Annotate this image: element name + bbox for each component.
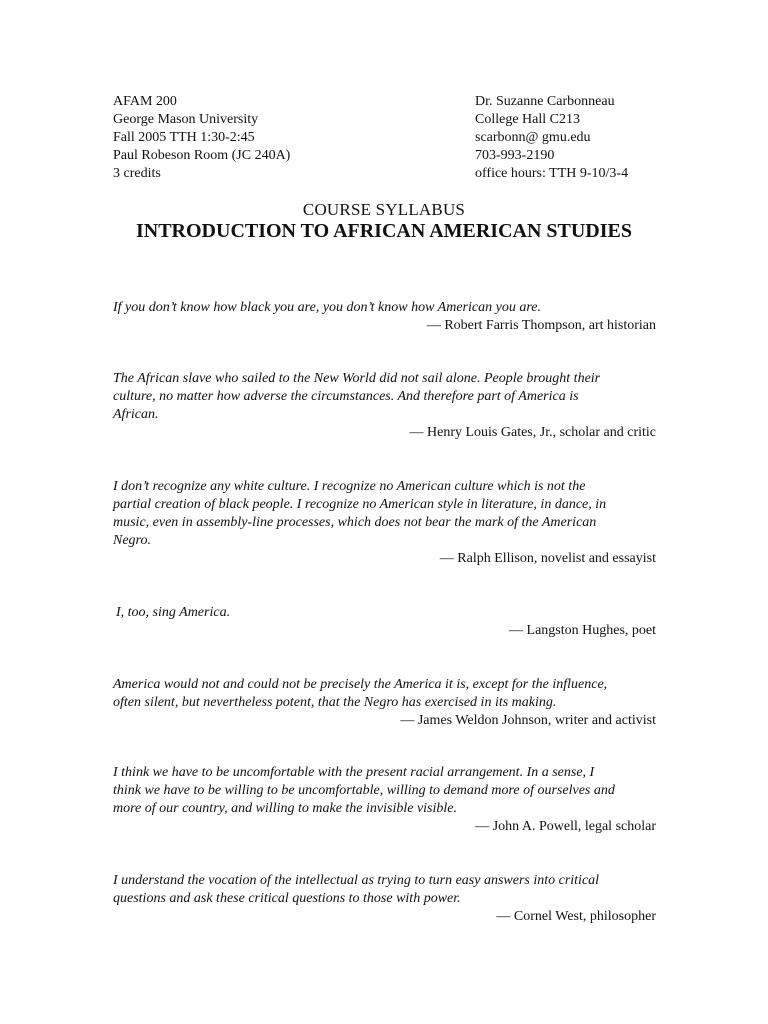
instructor-phone: 703-993-2190 bbox=[475, 148, 555, 163]
quote-line: partial creation of black people. I recognize no American style in literature, in dance, in bbox=[113, 497, 607, 512]
quote-line: often silent, but nevertheless potent, that the Negro has exercised in its making. bbox=[113, 695, 557, 710]
quote-line: think we have to be willing to be uncomfortable, willing to demand more of ourselves and bbox=[113, 783, 615, 798]
quote-line: The African slave who sailed to the New World did not sail alone. People brought their bbox=[113, 371, 601, 386]
course-credits: 3 credits bbox=[113, 166, 161, 181]
quote-attribution: — Cornel West, philosopher bbox=[496, 909, 656, 924]
quote-line: African. bbox=[113, 407, 159, 422]
quote-line: questions and ask these critical questions to those with power. bbox=[113, 891, 461, 906]
quote-line: more of our country, and willing to make the invisible visible. bbox=[113, 801, 457, 816]
quote-attribution: — Robert Farris Thompson, art historian bbox=[426, 318, 656, 333]
quote-line: I understand the vocation of the intellectual as trying to turn easy answers into critical bbox=[113, 873, 600, 888]
quote-attribution: — Henry Louis Gates, Jr., scholar and critic bbox=[409, 425, 656, 440]
instructor-email: scarbonn@ gmu.edu bbox=[475, 130, 591, 145]
quote-attribution: — Ralph Ellison, novelist and essayist bbox=[439, 551, 656, 566]
instructor-office: College Hall C213 bbox=[475, 112, 580, 127]
office-hours: office hours: TTH 9-10/3-4 bbox=[475, 166, 629, 181]
quote-line: music, even in assembly-line processes, which does not bear the mark of the American bbox=[113, 515, 597, 530]
quote-line: Negro. bbox=[113, 533, 151, 548]
quote-line: If you don’t know how black you are, you don’t know how American you are. bbox=[113, 300, 541, 315]
epigraph-quote bbox=[113, 764, 656, 836]
epigraph-quote bbox=[113, 299, 656, 335]
quote-line: America would not and could not be precisely the America it is, except for the influence, bbox=[113, 677, 608, 692]
epigraph-quote bbox=[113, 370, 656, 442]
document-subtitle: COURSE SYLLABUS bbox=[302, 200, 466, 219]
instructor-name: Dr. Suzanne Carbonneau bbox=[475, 94, 615, 109]
course-code: AFAM 200 bbox=[113, 94, 177, 109]
course-info-block bbox=[113, 93, 290, 183]
quote-line: I don’t recognize any white culture. I recognize no American culture which is not the bbox=[113, 479, 586, 494]
quote-attribution: — John A. Powell, legal scholar bbox=[475, 819, 656, 834]
instructor-info-block bbox=[475, 93, 628, 183]
quote-line: culture, no matter how adverse the circumstances. And therefore part of America is bbox=[113, 389, 579, 404]
epigraph-quote bbox=[113, 604, 656, 640]
epigraph-quote bbox=[113, 872, 656, 926]
quote-line: I think we have to be uncomfortable with the present racial arrangement. In a sense, I bbox=[113, 765, 595, 780]
epigraph-quote bbox=[113, 478, 656, 568]
quote-attribution: — Langston Hughes, poet bbox=[509, 623, 656, 638]
quote-attribution: — James Weldon Johnson, writer and activist bbox=[400, 713, 656, 728]
course-room: Paul Robeson Room (JC 240A) bbox=[113, 148, 291, 163]
epigraph-quote bbox=[113, 676, 656, 730]
quote-line: I, too, sing America. bbox=[116, 605, 231, 620]
document-title: INTRODUCTION TO AFRICAN AMERICAN STUDIES bbox=[135, 220, 632, 242]
course-schedule: Fall 2005 TTH 1:30-2:45 bbox=[113, 130, 255, 145]
university-name: George Mason University bbox=[113, 112, 259, 127]
